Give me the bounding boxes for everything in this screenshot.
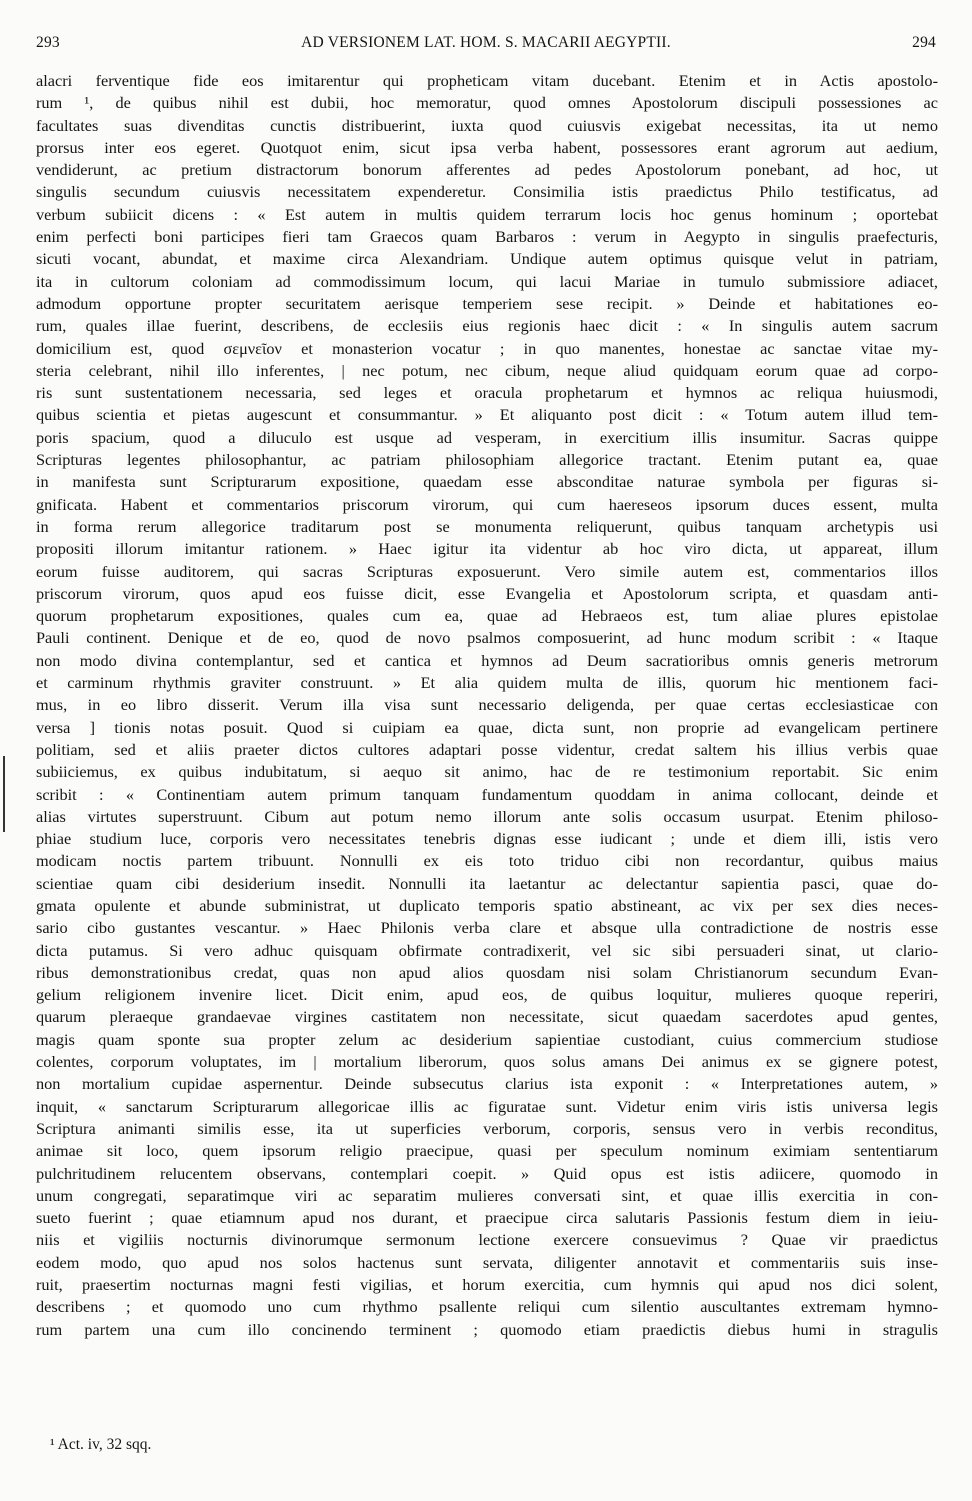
text-line: in forma rerum allegorice traditarum post se monumenta reliquerunt, quibus tanquam archetypis usi — [36, 516, 938, 536]
text-line: propositi illorum imitantur rationem. » Haec igitur ita videntur ab hoc viro dicta, ut appareat, illum — [36, 539, 938, 559]
text-line: phiae studium luce, corporis vero necessitates tenebris dignas esse iudicant ; unde et diem illi, istis vero — [36, 829, 938, 849]
text-line: quarum pleraeque grandaevae virgines castitatem non necessitate, sicut quaedam sacerdotes apud gentes, — [36, 1007, 938, 1027]
body-text — [36, 70, 938, 1341]
text-line: et carminum rhythmis graviter construunt. » Et alia quidem multa de illis, quorum hic mentionem faci- — [36, 673, 938, 693]
text-line: priscorum virorum, quos apud eos fuisse dicit, esse Evangelia et Apostolorum scripta, et quasdam anti- — [36, 583, 938, 603]
page-number-left: 293 — [36, 34, 60, 51]
text-line: admodum opportune propter securitatem aerisque temperiem sese recipit. » Deinde et habitationes eo- — [36, 293, 938, 313]
text-line: versa ] tionis notas posuit. Quod si cuipiam ea quae, dicta sunt, non proprie ad evangelicam pertinere — [36, 717, 938, 737]
text-line: Scripturas legentes philosophantur, ac patriam philosophiam allegorice tractant. Etenim putant ea, quae — [36, 450, 938, 470]
text-line: gelium religionem invenire licet. Dicit enim, apud eos, de quibus loquitur, mulieres quoque reperiri, — [36, 985, 938, 1005]
margin-rule — [3, 756, 5, 832]
text-line: dicta putamus. Si vero adhuc quisquam obfirmate contradixerit, vel sic sibi persuaderi sinat, ut clario- — [36, 940, 938, 960]
text-line: in manifesta sunt Scripturarum expositione, quaedam esse absconditae naturae symbola per figuras si- — [36, 472, 938, 492]
text-line: sario cibo gustantes vescantur. » Haec Philonis verba clare et absque ulla contradictione de nostris esse — [36, 918, 938, 938]
text-line: facultates suas divenditas cunctis distribuerint, iuxta quod cuiusvis exigebat necessitas, ita ut nemo — [36, 115, 938, 135]
text-line: rum partem una cum illo concinendo terminent ; quomodo etiam praedictis diebus humi in stragulis — [36, 1319, 938, 1339]
text-line: ribus demonstrationibus credat, quas non apud alios quosdam nisi solam Christianorum secundum Evan- — [36, 962, 938, 982]
running-title: AD VERSIONEM LAT. HOM. S. MACARII AEGYPTII. — [301, 34, 671, 51]
text-line: describens ; et quomodo uno cum rhythmo psallente reliqui cum silentio auscultantes extremam hymno- — [36, 1297, 938, 1317]
text-line: quorum prophetarum expositiones, quales cum ea, quae ad Hebraeos est, tum aliae plures epistolae — [36, 606, 938, 626]
text-line: Scriptura animanti similis esse, ita ut superficies verborum, corporis, sensus vero in verbis reconditus, — [36, 1118, 938, 1138]
text-line: ris sunt sustentationem necessaria, sed leges et oracula prophetarum et hymnos ac reliqua huiusmodi, — [36, 383, 938, 403]
text-line: Pauli continent. Denique et de eo, quod de novo psalmos composuerint, ad hunc modum scribit : « Itaque — [36, 628, 938, 648]
text-line: gnificata. Habent et commentarios priscorum virorum, qui cum haereseos ipsorum duces essent, multa — [36, 494, 938, 514]
text-line: rum ¹, de quibus nihil est dubii, hoc memoratur, quod omnes Apostolorum discipuli possessiones ac — [36, 93, 938, 113]
text-line: modicam noctis partem tribuunt. Nonnulli ex eis toto triduo cibi non recordantur, quibus maius — [36, 851, 938, 871]
text-line: gmata opulente et abunde subministrat, ut duplicato temporis spatio abstineant, ac vix per sex dies neces- — [36, 895, 938, 915]
text-line: quibus scientia et pietas augescunt et consummantur. » Et aliquanto post dicit : « Totum autem illud tem- — [36, 405, 938, 425]
text-line: alias virtutes superstruunt. Cibum aut potum nemo illorum ante solis occasum usurpat. Etenim philoso- — [36, 806, 938, 826]
running-header — [36, 34, 936, 56]
text-line: pulchritudinem relucentem observans, contemplari coepit. » Quid opus est istis adiicere, quomodo in — [36, 1163, 938, 1183]
text-line: poris spacium, quod a diluculo est usque ad vesperam, in exercitium illis insumitur. Sacras quippe — [36, 427, 938, 447]
text-line: sueto fuerint ; quae etiamnum apud nos durant, et praecipue circa salutaris Passionis festum diem in ieiu- — [36, 1208, 938, 1228]
text-line: mus, in eo libro disserit. Verum illa visa sunt necessario deligenda, per quae certas ecclesiasticae con — [36, 695, 938, 715]
text-line: steria celebrant, nihil illo inferentes, | nec potum, nec cibum, neque aliud quidquam eorum quae ad corpo- — [36, 360, 938, 380]
text-line: magis quam sponte sua propter zelum ac desiderium sapientiae custodiant, cuius commercium studiose — [36, 1029, 938, 1049]
text-line: ruit, praesertim nocturnas magni festi vigilias, et horum exercitia, cum hymnis qui apud nos dici solent, — [36, 1275, 938, 1295]
text-line: eorum fuisse auditorem, qui sacras Scripturas exposuerunt. Vero simile autem est, commentarios illos — [36, 561, 938, 581]
text-line: rum, quales illae fuerint, describens, de ecclesiis eius regionis haec dicit : « In singulis autem sacrum — [36, 316, 938, 336]
text-line: enim perfecti boni participes fieri tam Graecos quam Barbaros : verum in Aegypto in singulis praefecturis, — [36, 227, 938, 247]
text-line: sicuti vocant, abundat, et maxime circa Alexandriam. Undique autem optimus quisque velut in patriam, — [36, 249, 938, 269]
text-line: niis et vigiliis nocturnis divinorumque sermonum lectione exercere consuevimus ? Quae vir praedictus — [36, 1230, 938, 1250]
text-line: alacri ferventique fide eos imitarentur qui propheticam vitam ducebant. Etenim et in Actis apostolo- — [36, 71, 938, 90]
text-line: unum congregati, separatimque viri ac separatim mulieres conversati sint, et quae illis exercitia in con- — [36, 1185, 938, 1205]
text-line: scribit : « Continentiam autem primum tanquam fundamentum quoddam in anima collocant, deinde et — [36, 784, 938, 804]
text-line: politiam, sed et aliis praeter dictos cultores adaptari posse videntur, credat saltem his illius verbis quae — [36, 739, 938, 759]
text-line: inquit, « sanctarum Scripturarum allegoricae illis ac figuratae sunt. Videtur enim viris istis universa legis — [36, 1096, 938, 1116]
text-line: ita in cultorum coloniam ad commodissimum locum, qui lacui Mariae in tumulo submissiore adiacet, — [36, 271, 938, 291]
text-line: non mortalium cupidae aspernentur. Deinde subsecutus clarius ista exponit : « Interpretationes autem, » — [36, 1074, 938, 1094]
text-line: singulis secundum cuiusvis necessitatem expenderetur. Consimilia istis praedictus Philo testificatus, ad — [36, 182, 938, 202]
text-line: prorsus inter eos egeret. Quotquot enim, sicut ipsa verba habent, possessores erant agrorum aut aedium, — [36, 137, 938, 157]
page-number-right: 294 — [912, 34, 936, 51]
text-line: colentes, corporum voluptates, im | mortalium liberorum, quos solus amans Dei animus ex se gignere potest, — [36, 1052, 938, 1072]
footnote: ¹ Act. iv, 32 sqq. — [50, 1436, 152, 1453]
text-line: vendiderunt, ac pretium distractorum bonorum afferentes ad pedes Apostolorum ponebant, ad hoc, ut — [36, 160, 938, 180]
text-line: subiiciemus, ex quibus indubitatum, si aequo sit animo, hac de re testimonium reportabit. Sic enim — [36, 762, 938, 782]
text-line: non modo divina contemplantur, sed et cantica et hymnos ad Deum sacratioribus omnis generis metrorum — [36, 650, 938, 670]
text-line: domicilium est, quod σεμνεῖον et monasterion vocatur ; in quo manentes, honestae ac sanctae vitae my- — [36, 338, 938, 358]
text-line: scientiae quam cibi desiderium insedit. Nonnulli ita laetantur ac delectantur sapientia pasci, quae do- — [36, 873, 938, 893]
text-line: animae sit loco, quem ipsorum religio praecipue, quasi per speculum nominum eximiam sententiarum — [36, 1141, 938, 1161]
text-line: eodem modo, quo apud nos solos hactenus sunt servata, diligenter annotavit et commentariis suis inse- — [36, 1252, 938, 1272]
text-line: verbum subiicit dicens : « Est autem in multis quidem terrarum locis hoc genus hominum ; oportebat — [36, 204, 938, 224]
